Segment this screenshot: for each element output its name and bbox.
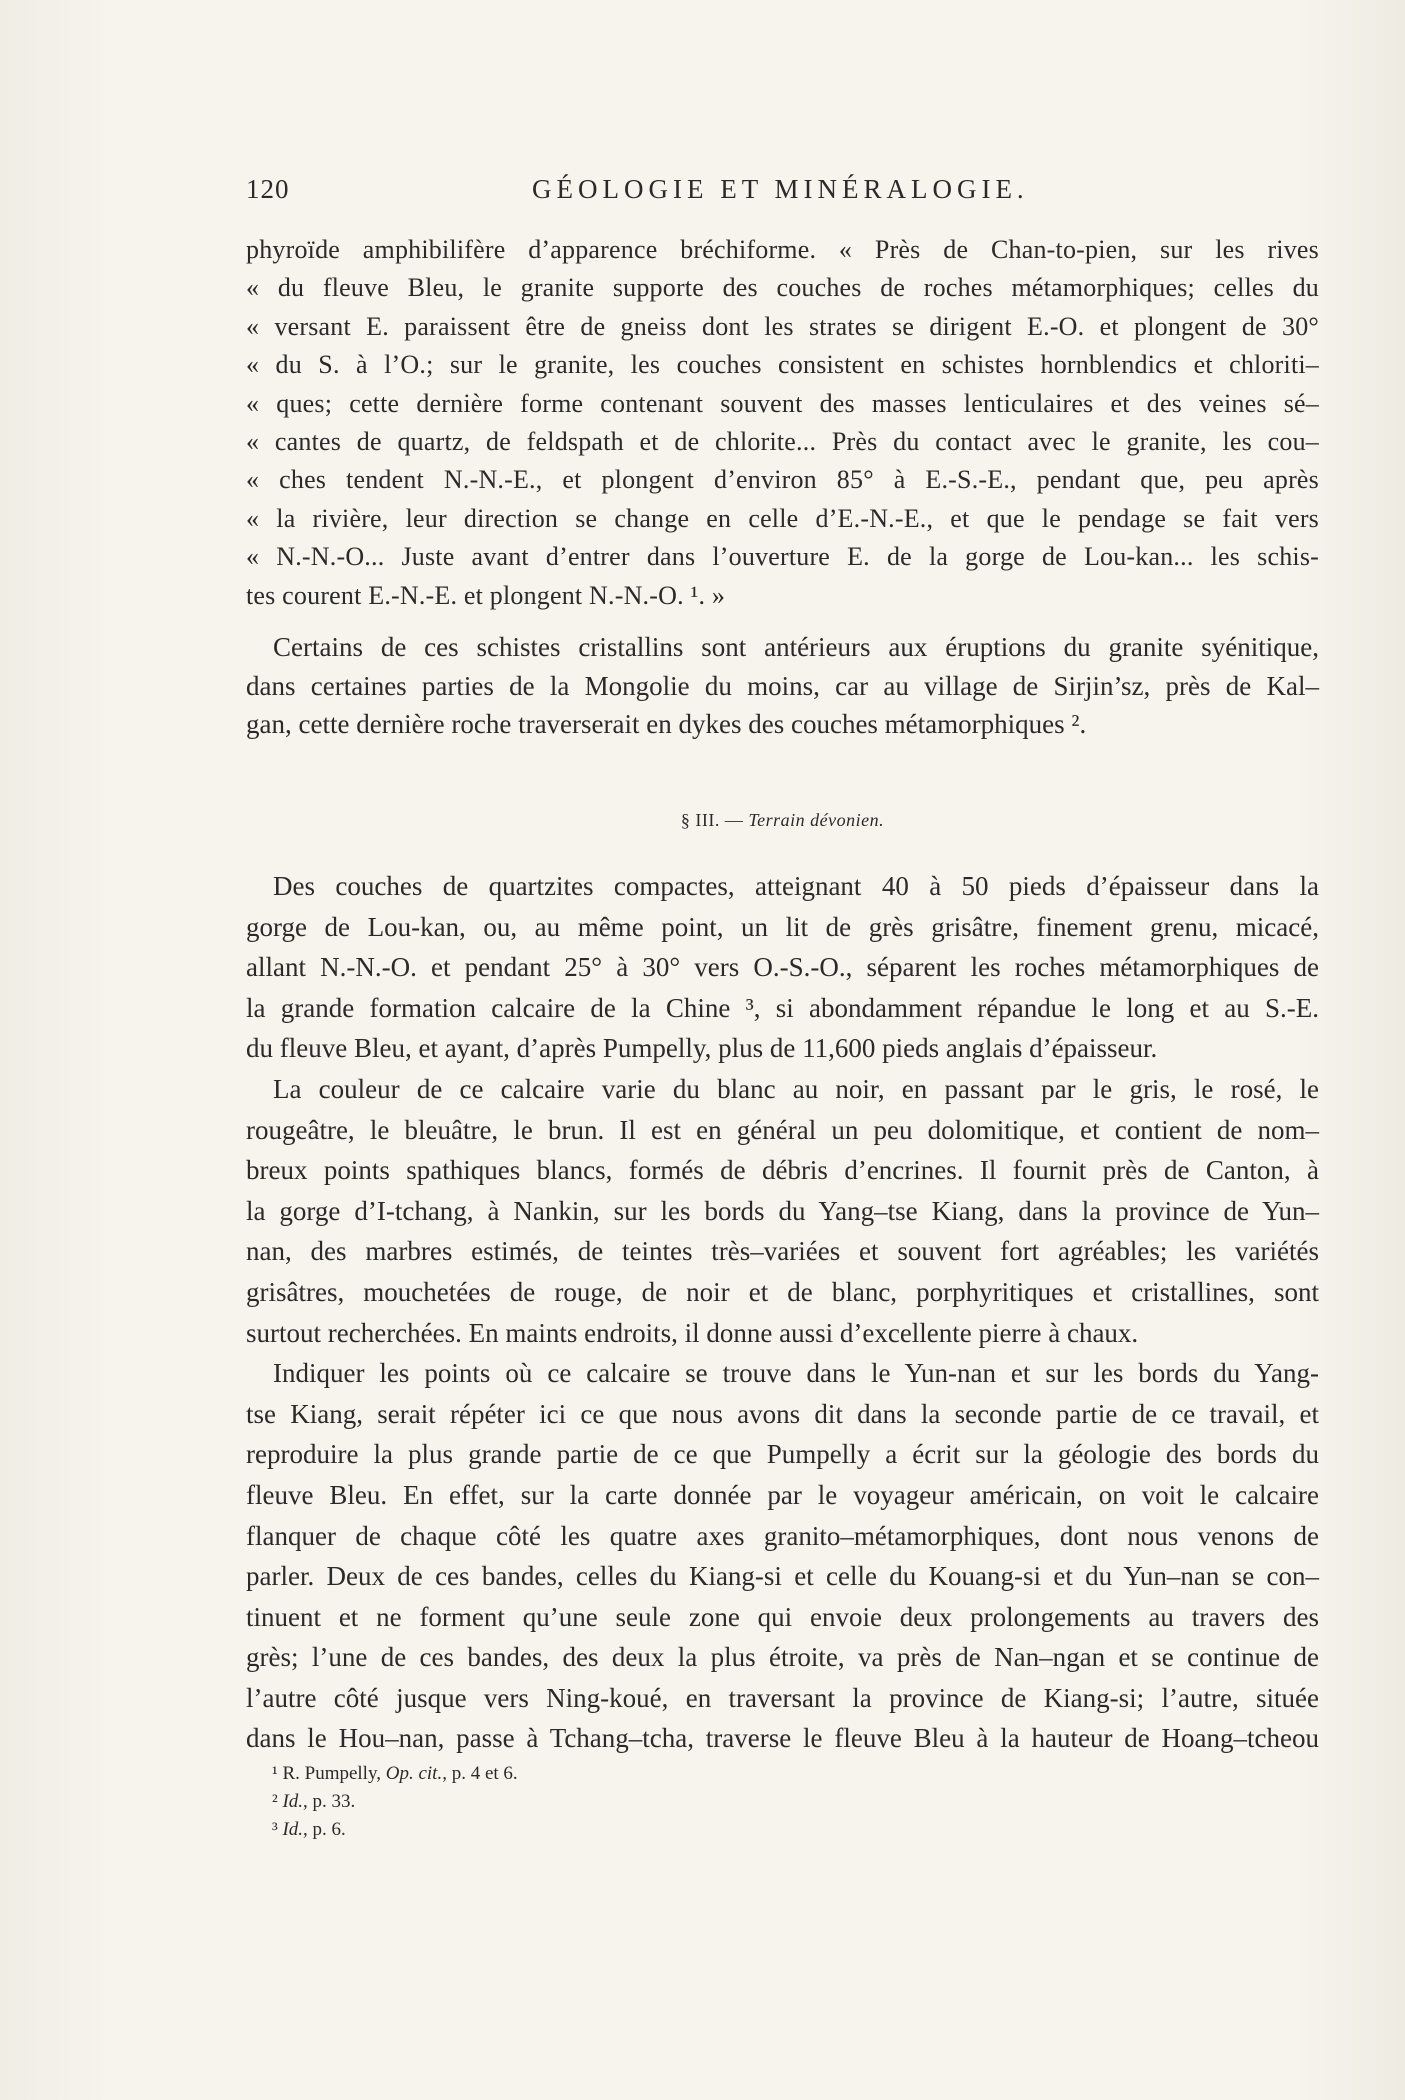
footnote-ref: Op. cit. [385, 1763, 443, 1784]
footnote-rest: , p. 33. [303, 1791, 356, 1812]
text-line: « ques; cette dernière forme contenant souvent des masses lenticulaires et des veines sé– [246, 388, 1319, 418]
footnotes [272, 1760, 518, 1844]
footnote-author: R. Pumpelly, [282, 1763, 381, 1784]
page-number: 120 [246, 174, 290, 204]
text-line: tes courent E.-N.-E. et plongent N.-N.-O. ¹. » [246, 580, 726, 610]
text-line: reproduire la plus grande partie de ce que Pumpelly a écrit sur la géologie des bords du [246, 1439, 1319, 1470]
text-line: allant N.-N.-O. et pendant 25° à 30° vers O.-S.-O., séparent les roches métamorphiques de [246, 952, 1319, 983]
section-heading [246, 810, 1319, 831]
text-line: surtout recherchées. En maints endroits, il donne aussi d’excellente pierre à chaux. [246, 1317, 1139, 1348]
text-line: gan, cette dernière roche traverserait en dykes des couches métamorphiques ². [246, 709, 1087, 739]
text-line: fleuve Bleu. En effet, sur la carte donnée par le voyageur américain, on voit le calcaire [246, 1479, 1319, 1510]
text-line: grisâtres, mouchetées de rouge, de noir et de blanc, porphyritiques et cristallines, sont [246, 1276, 1319, 1307]
text-line: tse Kiang, serait répéter ici ce que nous avons dit dans la seconde partie de ce travail, et [246, 1398, 1319, 1429]
paragraph-granite [246, 628, 1319, 744]
text-line: breux points spathiques blancs, formés de débris d’encrines. Il fournit près de Canton, à [246, 1155, 1319, 1186]
text-line: phyroïde amphibilifère d’apparence bréchiforme. « Près de Chan-to-pien, sur les rives [246, 235, 1319, 264]
text-line: dans certaines parties de la Mongolie du moins, car au village de Sirjin’sz, près de Kal– [246, 670, 1319, 701]
section-title: Terrain dévonien. [748, 810, 885, 830]
text-line: La couleur de ce calcaire varie du blanc au noir, en passant par le gris, le rosé, le [273, 1073, 1319, 1104]
text-line: parler. Deux de ces bandes, celles du Kiang-si et celle du Kouang-si et du Yun–nan se con– [246, 1561, 1319, 1592]
text-line: l’autre côté jusque vers Ning-koué, en traversant la province de Kiang-si; l’autre, située [246, 1682, 1319, 1713]
section-number: § III. — [680, 810, 744, 830]
text-line: nan, des marbres estimés, de teintes très–variées et souvent fort agréables; les variétés [246, 1236, 1319, 1267]
footnote-mark: ³ [272, 1819, 278, 1840]
quoted-passage [246, 231, 1319, 615]
text-line: dans le Hou–nan, passe à Tchang–tcha, traverse le fleuve Bleu à la hauteur de Hoang–tcheou [246, 1723, 1319, 1754]
text-line: « ches tendent N.-N.-E., et plongent d’environ 85° à E.-S.-E., pendant que, peu après [246, 465, 1319, 495]
footnote-rest: , p. 6. [303, 1819, 346, 1840]
text-line: du fleuve Bleu, et ayant, d’après Pumpelly, plus de 11,600 pieds anglais d’épaisseur. [246, 1033, 1158, 1064]
text-line: gorge de Lou-kan, ou, au même point, un lit de grès grisâtre, finement grenu, micacé, [246, 911, 1319, 942]
text-line: « du S. à l’O.; sur le granite, les couches consistent en schistes hornblendics et chloriti– [246, 350, 1319, 380]
text-line: Des couches de quartzites compactes, atteignant 40 à 50 pieds d’épaisseur dans la [273, 871, 1319, 901]
footnote [272, 1788, 518, 1816]
footnote-ref: Id. [282, 1819, 304, 1840]
footnote-ref: Id. [282, 1791, 304, 1812]
text-line: la gorge d’I-tchang, à Nankin, sur les bords du Yang–tse Kiang, dans la province de Yun– [246, 1195, 1319, 1226]
text-line: Indiquer les points où ce calcaire se trouve dans le Yun-nan et sur les bords du Yang- [273, 1358, 1319, 1389]
text-line: grès; l’une de ces bandes, des deux la plus étroite, va près de Nan–ngan et se continue de [246, 1642, 1319, 1673]
text-line: « la rivière, leur direction se change en celle d’E.-N.-E., et que le pendage se fait vers [246, 503, 1319, 533]
footnote-mark: ² [272, 1791, 278, 1812]
footnote-rest: , p. 4 et 6. [442, 1763, 518, 1784]
footnote [272, 1816, 518, 1844]
footnote-mark: ¹ [272, 1763, 278, 1784]
text-line: « N.-N.-O... Juste avant d’entrer dans l’ouverture E. de la gorge de Lou-kan... les schis- [246, 542, 1319, 572]
text-line: « du fleuve Bleu, le granite supporte des couches de roches métamorphiques; celles du [246, 273, 1319, 303]
text-line: flanquer de chaque côté les quatre axes granito–métamorphiques, dont nous venons de [246, 1520, 1319, 1551]
text-line: « cantes de quartz, de feldspath et de chlorite... Près du contact avec le granite, les cou– [246, 427, 1319, 457]
text-line: Certains de ces schistes cristallins sont antérieurs aux éruptions du granite syénitique, [273, 632, 1319, 662]
footnote [272, 1760, 518, 1788]
text-line: tinuent et ne forment qu’une seule zone qui envoie deux prolongements au travers des [246, 1601, 1319, 1632]
running-head [246, 174, 1321, 214]
body-text [246, 866, 1319, 1759]
text-line: la grande formation calcaire de la Chine ³, si abondamment répandue le long et au S.-E. [246, 992, 1319, 1023]
running-title: GÉOLOGIE ET MINÉRALOGIE. [532, 174, 1029, 204]
text-line: rougeâtre, le bleuâtre, le brun. Il est en général un peu dolomitique, et contient de nom– [246, 1114, 1319, 1145]
text-line: « versant E. paraissent être de gneiss dont les strates se dirigent E.-O. et plongent de 30° [246, 311, 1319, 341]
